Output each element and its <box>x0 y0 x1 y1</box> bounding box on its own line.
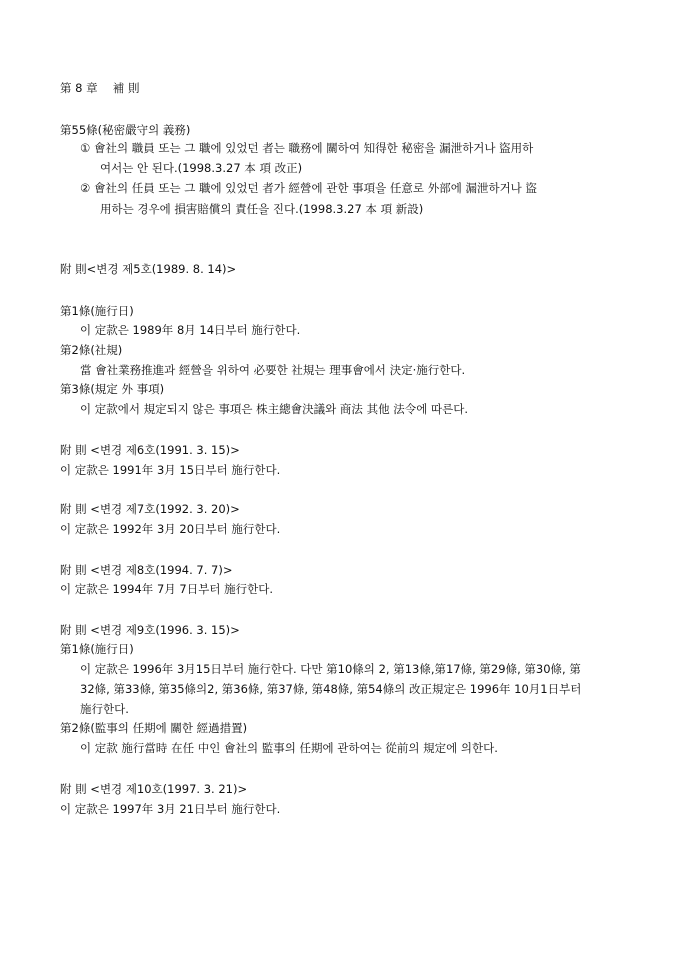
addendum-1989-header: 附 則<변경 제5호(1989. 8. 14)> <box>60 262 237 276</box>
article-55-para-2-line-1: ② 會社의 任員 또는 그 職에 있었던 者가 經營에 관한 事項을 任意로 外部에 漏泄하거나 盜 <box>80 181 537 195</box>
addendum-1989-article-1-text: 이 定款은 1989年 8月 14日부터 施行한다. <box>80 323 301 337</box>
addendum-1996-article-1-title: 第1條(施行日) <box>60 642 134 656</box>
addendum-1996-article-2-text: 이 定款 施行當時 在任 中인 會社의 監事의 任期에 관하여는 從前의 規定에 의한다. <box>80 741 498 755</box>
addendum-1989-article-1-title: 第1條(施行日) <box>60 304 134 318</box>
addendum-1989-article-3-text: 이 定款에서 規定되지 않은 事項은 株主總會決議와 商法 其他 法令에 따른다. <box>80 402 468 416</box>
article-55-title: 第55條(秘密嚴守의 義務) <box>60 123 191 137</box>
addendum-1996-article-2-title: 第2條(監事의 任期에 關한 經過措置) <box>60 721 248 735</box>
addendum-1997-header: 附 則 <변경 제10호(1997. 3. 21)> <box>60 782 248 796</box>
chapter-heading: 第 8 章 補 則 <box>60 81 140 95</box>
addendum-1992-text: 이 定款은 1992年 3月 20日부터 施行한다. <box>60 522 281 536</box>
addendum-1996-article-1-line-3: 施行한다. <box>80 702 129 716</box>
addendum-1992-header: 附 則 <변경 제7호(1992. 3. 20)> <box>60 502 240 516</box>
addendum-1991-text: 이 定款은 1991年 3月 15日부터 施行한다. <box>60 463 281 477</box>
addendum-1991-header: 附 則 <변경 제6호(1991. 3. 15)> <box>60 443 240 457</box>
article-55-para-2-line-2: 用하는 경우에 損害賠償의 責任을 진다.(1998.3.27 本 項 新設) <box>100 202 424 216</box>
addendum-1989-article-2-text: 當 會社業務推進과 經營을 위하여 必要한 社規는 理事會에서 決定·施行한다. <box>80 363 466 377</box>
addendum-1996-header: 附 則 <변경 제9호(1996. 3. 15)> <box>60 623 240 637</box>
addendum-1989-article-2-title: 第2條(社規) <box>60 343 123 357</box>
addendum-1994-text: 이 定款은 1994年 7月 7日부터 施行한다. <box>60 582 273 596</box>
article-55-para-1-line-1: ① 會社의 職員 또는 그 職에 있었던 者는 職務에 關하여 知得한 秘密을 漏泄하거나 盜用하 <box>80 141 534 155</box>
addendum-1994-header: 附 則 <변경 제8호(1994. 7. 7)> <box>60 563 233 577</box>
addendum-1997-text: 이 定款은 1997年 3月 21日부터 施行한다. <box>60 802 281 816</box>
addendum-1989-article-3-title: 第3條(規定 外 事項) <box>60 382 165 396</box>
article-55-para-1-line-2: 여서는 안 된다.(1998.3.27 本 項 改正) <box>100 161 303 175</box>
addendum-1996-article-1-line-2: 32條, 第33條, 第35條의2, 第36條, 第37條, 第48條, 第54條의 改正規定은 1996年 10月1日부터 <box>80 682 582 696</box>
addendum-1996-article-1-line-1: 이 定款은 1996年 3月15日부터 施行한다. 다만 第10條의 2, 第13條,第17條, 第29條, 第30條, 第 <box>80 662 581 676</box>
